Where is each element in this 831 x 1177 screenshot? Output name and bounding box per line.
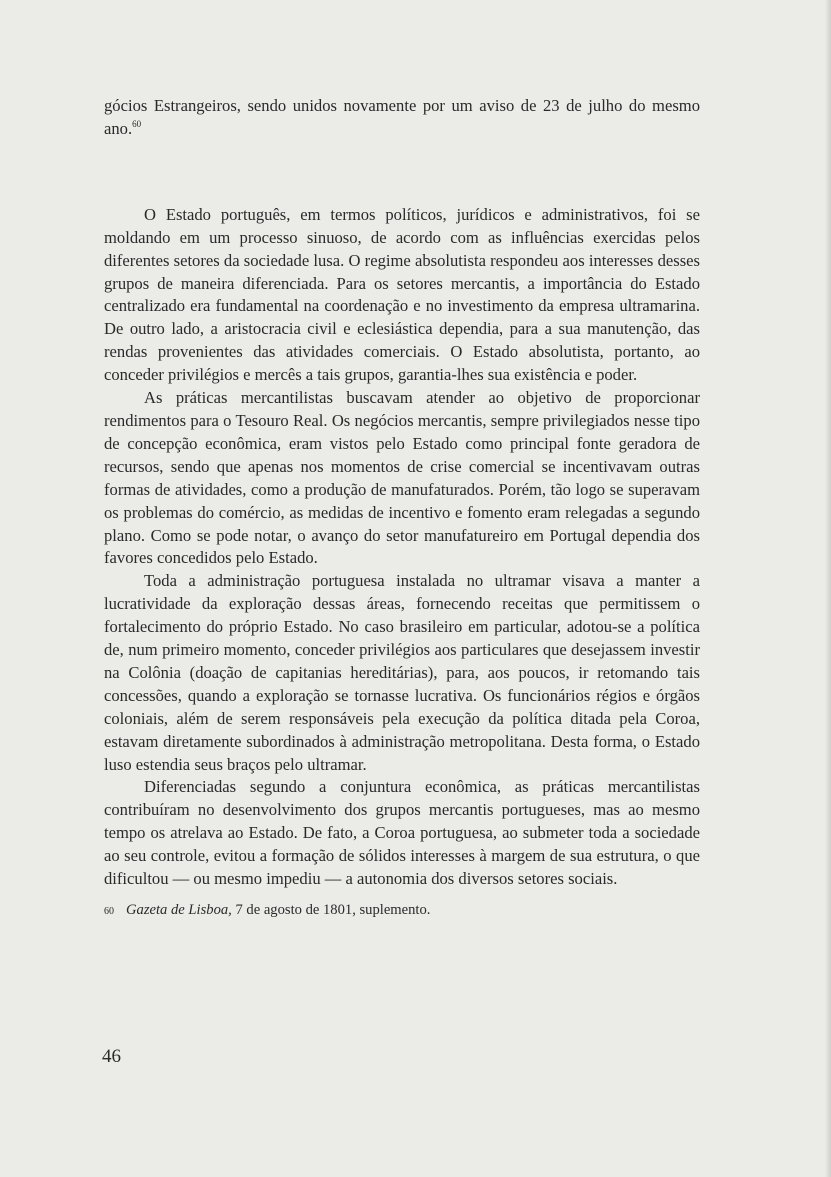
- footnote-source: Gazeta de Lisboa,: [126, 902, 232, 918]
- opening-paragraph: [104, 95, 700, 141]
- opening-lines: gócios Estrangeiros, sendo unidos novamente por um aviso de 23 de julho do mesmo ano.: [104, 96, 700, 138]
- body-text: [104, 95, 700, 921]
- paragraph-diferenciadas: Diferenciadas segundo a conjuntura econômica, as práticas mercantilistas contribuíram no desenvolvimento dos grupos mercantis portugueses, mas ao mesmo tempo os atrelava ao Estado. De fato, a Coroa portuguesa, ao submeter toda a sociedade ao seu controle, evitou a formação de sólidos interesses à margem de sua estrutura, o que dificultou — ou mesmo impediu — a autonomia dos diversos setores sociais.: [104, 777, 700, 889]
- footnote-detail: 7 de agosto de 1801, suplemento.: [231, 902, 431, 918]
- paragraph-praticas-mercantilistas: As práticas mercantilistas buscavam atender ao objetivo de proporcionar rendimentos para o Tesouro Real. Os negócios mercantis, sempre privilegiados nesse tipo de concepção econômica, eram vistos pelo Estado como principal fonte geradora de recursos, sendo que apenas nos momentos de crise comercial se incentivavam outras formas de atividades, como a produção de manufaturados. Porém, tão logo se superavam os problemas do comércio, as medidas de incentivo e fomento eram relegadas a segundo plano. Como se pode notar, o avanço do setor manufatureiro em Portugal dependia dos favores concedidos pelo Estado.: [104, 388, 700, 568]
- footnote: [104, 901, 700, 921]
- section-gap: [104, 141, 700, 204]
- paragraph-estado-portugues: O Estado português, em termos políticos, jurídicos e administrativos, foi se moldando em um processo sinuoso, de acordo com as influências exercidas pelos diferentes setores da sociedade lusa. O regime absolutista respondeu aos interesses desses grupos de maneira diferenciada. Para os setores mercantis, a importância do Estado centralizado era fundamental na coordenação e no investimento da empresa ultramarina. De outro lado, a aristocracia civil e eclesiástica dependia, para a sua manutenção, das rendas provenientes das atividades comerciais. O Estado absolutista, portanto, ao conceder privilégios e mercês a tais grupos, garantia-lhes sua existência e poder.: [104, 204, 700, 385]
- footnote-number: 60: [104, 906, 114, 917]
- footnote-ref: 60: [132, 118, 142, 129]
- page-number: 46: [102, 1046, 121, 1067]
- paragraph-administracao-ultramar: Toda a administração portuguesa instalada no ultramar visava a manter a lucratividade da exploração dessas áreas, fornecendo receitas que permitissem o fortalecimento do próprio Estado. No caso brasileiro em particular, adotou-se a política de, num primeiro momento, conceder privilégios aos particulares que desejassem investir na Colônia (doação de capitanias hereditárias), para, aos poucos, ir retomando tais concessões, quando a exploração se tornasse lucrativa. Os funcionários régios e órgãos coloniais, além de serem responsáveis pela execução da política ditada pela Coroa, estavam diretamente subordinados à administração metropolitana. Desta forma, o Estado luso estendia seus braços pelo ultramar.: [104, 571, 700, 774]
- page-edge-shadow: [825, 0, 831, 1177]
